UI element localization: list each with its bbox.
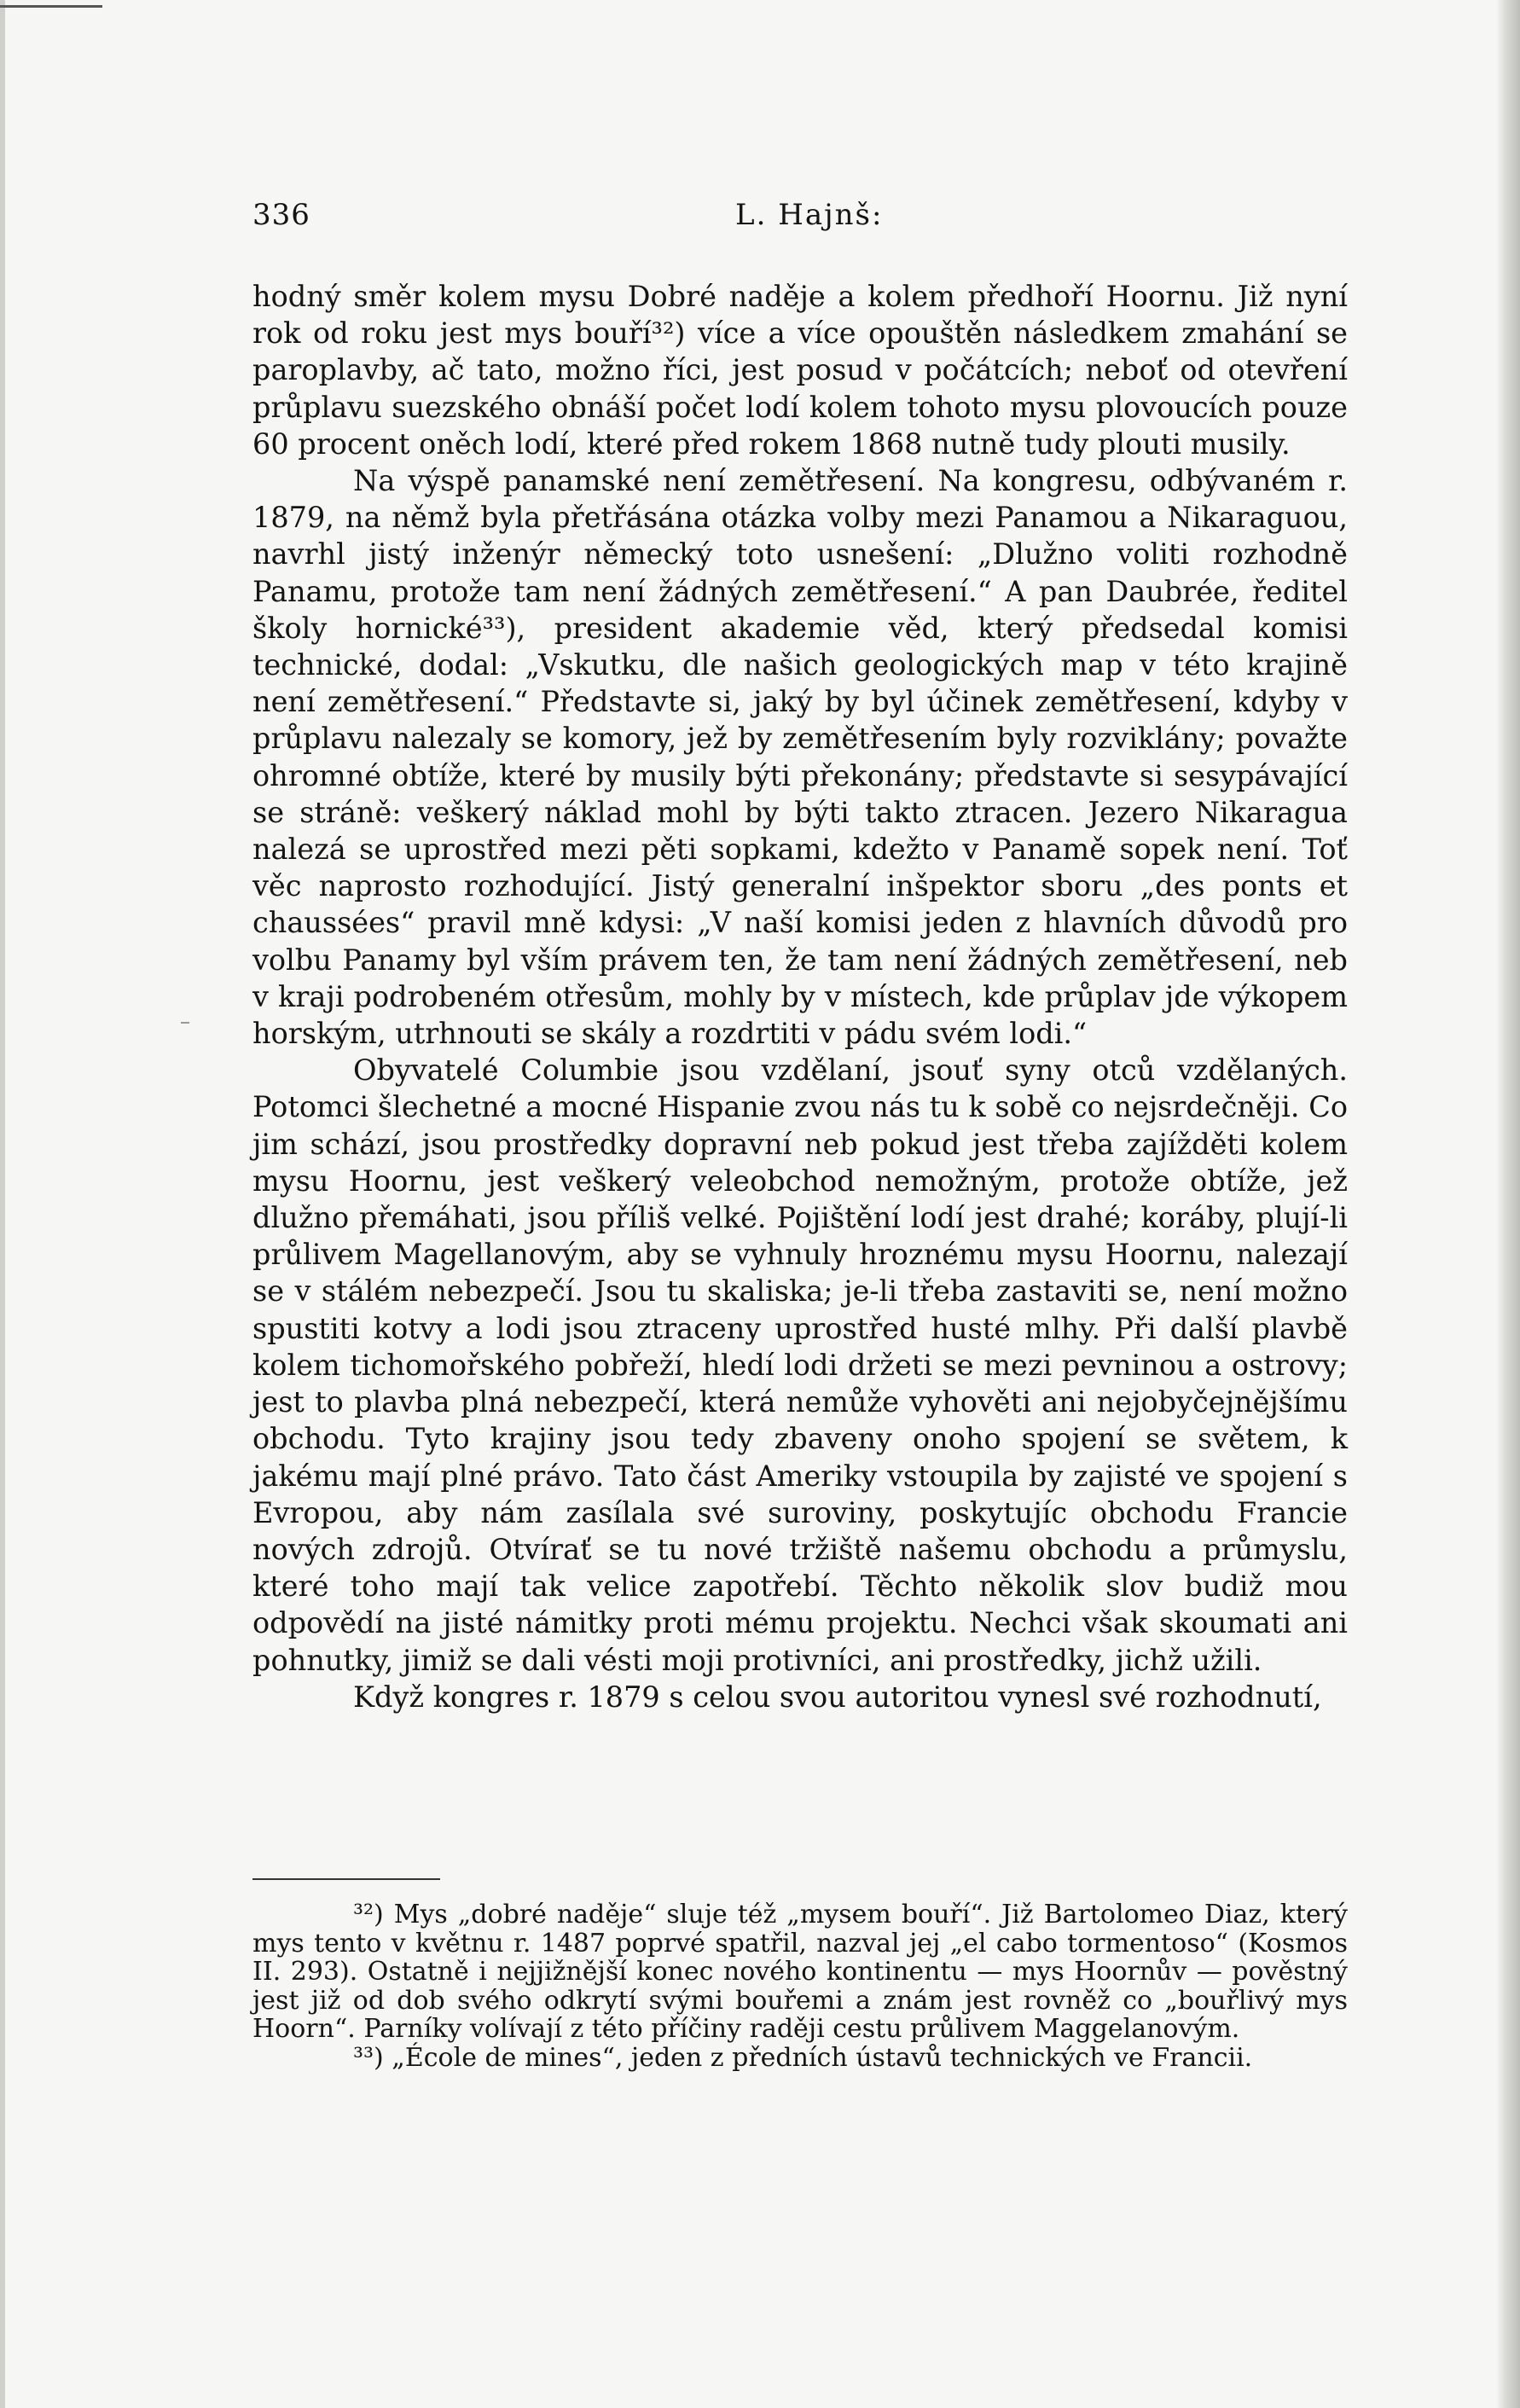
paragraph-4: Když kongres r. 1879 s celou svou autoritou vynesl své rozhodnutí, bbox=[353, 1680, 1322, 1714]
scan-mark bbox=[0, 5, 102, 8]
footnote-33: ³³) „École de mines“, jeden z předních ústavů technických ve Francii. bbox=[353, 2042, 1253, 2073]
paragraph-3: Obyvatelé Columbie jsou vzdělaní, jsouť syny otců vzdělaných. Potomci šlechetné a mocné Hispanie zvou nás tu k sobě co nejsrdečněji. Co jim schází, jsou prostředky dopravní neb pokud jest třeba zajížděti kolem mysu Hoornu, jest veškerý veleobchod nemožným, protože obtíže, jež dlužno přemáhati, jsou příliš velké. Pojištění lodí jest drahé; koráby, plují-li průlivem Magellanovým, aby se vyhnuly hroznému mysu Hoornu, nalezají se v stálém nebezpečí. Jsou tu skaliska; je-li třeba zastaviti se, není možno spustiti kotvy a lodi jsou ztraceny uprostřed husté mlhy. Při další plavbě kolem tichomořského pobřeží, hledí lodi držeti se mezi pevninou a ostrovy; jest to plavba plná nebezpečí, která nemůže vyhověti ani nejobyčejnějšímu obchodu. Tyto krajiny jsou tedy zbaveny onoho spojení se světem, k jakému mají plné právo. Tato část Ameriky vstoupila by zajisté ve spojení s Evropou, aby nám zasílala své suroviny, poskytujíc obchodu Francie nových zdrojů. Otvírať se tu nové tržiště našemu obchodu a průmyslu, které toho mají tak velice zapotřebí. Těchto několik slov budiž mou odpovědí na jisté námitky proti mému projektu. Nechci však skoumati ani pohnutky, jimiž se dali vésti moji protivníci, ani prostředky, jichž užili. bbox=[252, 1053, 1348, 1677]
paragraph-1: hodný směr kolem mysu Dobré naděje a kolem předhoří Hoornu. Již nyní rok od roku jest mys bouří³²) více a více opouštěn následkem zmahání se paroplavby, ač tato, možno říci, jest posud v počátcích; neboť od otevření průplavu suezského obnáší počet lodí kolem tohoto mysu plovoucích pouze 60 procent oněch lodí, které před rokem 1868 nutně tudy plouti musily. bbox=[252, 280, 1348, 461]
page-number: 336 bbox=[252, 198, 310, 232]
footnotes bbox=[252, 1900, 1348, 2073]
margin-mark bbox=[181, 1022, 189, 1024]
running-head: L. Hajnš: bbox=[735, 198, 884, 232]
page-edge-right bbox=[1496, 0, 1520, 2408]
paragraph-2: Na výspě panamské není zemětřesení. Na kongresu, odbývaném r. 1879, na němž byla přetřásána otázka volby mezi Panamou a Nikaraguou, navrhl jistý inženýr německý toto usnešení: „Dlužno voliti rozhodně Panamu, protože tam není žádných zemětřesení.“ A pan Daubrée, ředitel školy hornické³³), president akademie věd, který předsedal komisi technické, dodal: „Vskutku, dle našich geologických map v této krajině není zemětřesení.“ Představte si, jaký by byl účinek zemětřesení, kdyby v průplavu nalezaly se komory, jež by zemětřesením byly rozviklány; považte ohromné obtíže, které by musily býti překonány; představte si sesypávající se stráně: veškerý náklad mohl by býti takto ztracen. Jezero Nikaragua nalezá se uprostřed mezi pěti sopkami, kdežto v Panamě sopek není. Toť věc naprosto rozhodující. Jistý generalní inšpektor sboru „des ponts et chaussées“ pravil mně kdysi: „V naší komisi jeden z hlavních důvodů pro volbu Panamy byl vším právem ten, že tam není žádných zemětřesení, neb v kraji podrobeném otřesům, mohly by v místech, kde průplav jde výkopem horským, utrhnouti se skály a rozdrtiti v pádu svém lodi.“ bbox=[252, 464, 1348, 1051]
page-edge-left bbox=[0, 0, 5, 2408]
footnote-separator bbox=[252, 1878, 440, 1880]
page-header bbox=[252, 198, 1353, 241]
footnote-32: ³²) Mys „dobré naděje“ sluje též „mysem bouří“. Již Bartolomeo Diaz, který mys tento v květnu r. 1487 poprvé spatřil, nazval jej „el cabo tormentoso“ (Kosmos II. 293). Ostatně i nejjižnější konec nového kontinentu — mys Hoornův — pověstný jest již od dob svého odkrytí svými bouřemi a znám jest rovněž co „bouřlivý mys Hoorn“. Parníky volívají z této příčiny raději cestu průlivem Maggelanovým. bbox=[252, 1900, 1348, 2045]
main-text bbox=[252, 278, 1348, 1715]
